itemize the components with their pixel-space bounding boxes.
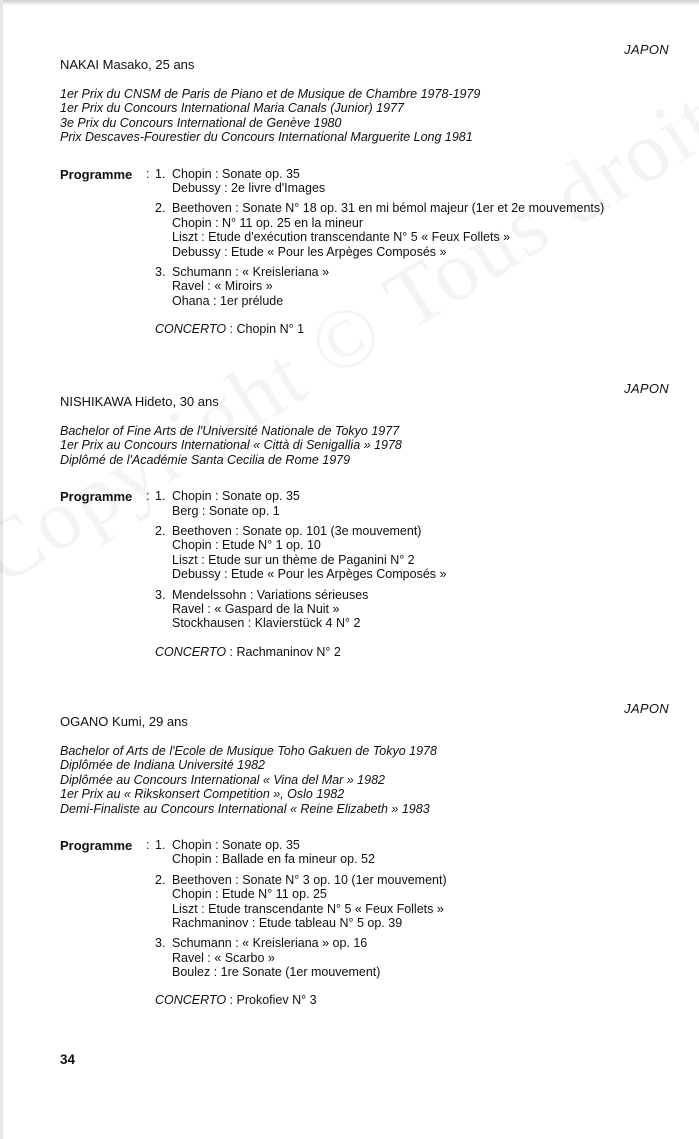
piece-line: Debussy : Etude « Pour les Arpèges Composés » bbox=[172, 567, 447, 582]
award-line: Diplômé de l'Académie Santa Cecilia de Rome 1979 bbox=[60, 452, 351, 467]
award-line: 1er Prix au « Rikskonsert Competition », Oslo 1982 bbox=[60, 787, 345, 802]
concerto-value: Prokofiev N° 3 bbox=[236, 993, 317, 1008]
concerto-line bbox=[155, 645, 675, 659]
programme-item bbox=[155, 489, 675, 518]
piece-line: Mendelssohn : Variations sérieuses bbox=[172, 587, 369, 602]
programme-label: Programme bbox=[60, 837, 133, 853]
item-number: 2. bbox=[155, 201, 166, 216]
piece-line: Ravel : « Gaspard de la Nuit » bbox=[172, 601, 340, 616]
candidate-surname: OGANO bbox=[60, 714, 109, 729]
piece-line: Beethoven : Sonate N° 3 op. 10 (1er mouvement) bbox=[172, 872, 447, 887]
item-number: 3. bbox=[155, 936, 166, 951]
candidate-name bbox=[60, 57, 675, 73]
awards-list bbox=[60, 87, 675, 145]
piece-line: Chopin : Etude N° 11 op. 25 bbox=[172, 887, 327, 902]
concerto-value: Chopin N° 1 bbox=[236, 322, 305, 337]
page-number: 34 bbox=[60, 1052, 76, 1067]
programme-colon: : bbox=[146, 489, 150, 504]
awards-list bbox=[60, 744, 675, 816]
candidate-entry bbox=[60, 714, 675, 1007]
piece-line: Chopin : Etude N° 1 op. 10 bbox=[172, 538, 321, 553]
programme-item bbox=[155, 873, 675, 931]
candidate-details: Hideto, 30 ans bbox=[131, 394, 219, 409]
piece-line: Beethoven : Sonate N° 18 op. 31 en mi bémol majeur (1er et 2e mouvements) bbox=[172, 201, 605, 216]
piece-line: Beethoven : Sonate op. 101 (3e mouvement) bbox=[172, 523, 422, 538]
programme-item bbox=[155, 524, 675, 582]
programme-section bbox=[60, 489, 675, 659]
award-line: Bachelor of Fine Arts de l'Université Nationale de Tokyo 1977 bbox=[60, 424, 400, 438]
programme-section bbox=[60, 838, 675, 1008]
candidate-details: Kumi, 29 ans bbox=[108, 714, 188, 729]
piece-line: Chopin : Sonate op. 35 bbox=[172, 489, 300, 504]
awards-list bbox=[60, 424, 675, 467]
concerto-label: CONCERTO bbox=[155, 644, 227, 659]
programme-item bbox=[155, 588, 675, 631]
programme-item bbox=[155, 265, 675, 308]
item-number: 2. bbox=[155, 523, 166, 538]
item-number: 3. bbox=[155, 587, 166, 602]
piece-line: Chopin : N° 11 op. 25 en la mineur bbox=[172, 215, 363, 230]
item-number: 3. bbox=[155, 264, 166, 279]
country-label: JAPON bbox=[624, 42, 669, 57]
programme-label: Programme bbox=[60, 489, 133, 505]
piece-line: Debussy : Etude « Pour les Arpèges Composés » bbox=[172, 244, 447, 259]
concerto-colon: : bbox=[226, 644, 237, 659]
concerto-colon: : bbox=[226, 993, 237, 1008]
concerto-line bbox=[155, 993, 675, 1007]
piece-line: Schumann : « Kreisleriana » op. 16 bbox=[172, 936, 368, 951]
piece-line: Rachmaninov : Etude tableau N° 5 op. 39 bbox=[172, 915, 403, 930]
candidate-name bbox=[60, 394, 675, 410]
piece-line: Boulez : 1re Sonate (1er mouvement) bbox=[172, 965, 381, 980]
programme-colon: : bbox=[146, 166, 150, 181]
programme-label: Programme bbox=[60, 166, 133, 182]
candidate-entry bbox=[60, 394, 675, 659]
award-line: 3e Prix du Concours International de Genève 1980 bbox=[60, 115, 342, 130]
award-line: Demi-Finaliste au Concours International « Reine Elizabeth » 1983 bbox=[60, 801, 430, 816]
piece-line: Liszt : Etude sur un thème de Paganini N° 2 bbox=[172, 552, 415, 567]
piece-line: Chopin : Sonate op. 35 bbox=[172, 837, 300, 852]
candidate-surname: NISHIKAWA bbox=[60, 394, 132, 409]
piece-line: Ohana : 1er prélude bbox=[172, 293, 284, 308]
country-label: JAPON bbox=[624, 381, 669, 396]
piece-line: Ravel : « Scarbo » bbox=[172, 950, 275, 965]
item-number: 1. bbox=[155, 166, 166, 181]
programme-item bbox=[155, 201, 675, 259]
candidate-details: Masako, 25 ans bbox=[99, 57, 195, 72]
award-line: Diplômée au Concours International « Vina del Mar » 1982 bbox=[60, 772, 385, 787]
award-line: Prix Descaves-Fourestier du Concours International Marguerite Long 1981 bbox=[60, 130, 473, 145]
piece-line: Schumann : « Kreisleriana » bbox=[172, 264, 330, 279]
piece-line: Stockhausen : Klavierstück 4 N° 2 bbox=[172, 616, 361, 631]
piece-line: Liszt : Etude d'exécution transcendante N° 5 « Feux Follets » bbox=[172, 230, 511, 245]
concerto-line bbox=[155, 322, 675, 336]
piece-line: Chopin : Ballade en fa mineur op. 52 bbox=[172, 852, 375, 867]
programme-section bbox=[60, 167, 675, 337]
candidate-entry bbox=[60, 57, 675, 336]
piece-line: Ravel : « Miroirs » bbox=[172, 279, 273, 294]
piece-line: Debussy : 2e livre d'Images bbox=[172, 180, 326, 195]
award-line: 1er Prix du CNSM de Paris de Piano et de Musique de Chambre 1978-1979 bbox=[60, 87, 481, 101]
concerto-label: CONCERTO bbox=[155, 322, 227, 337]
piece-line: Chopin : Sonate op. 35 bbox=[172, 166, 300, 181]
programme-item bbox=[155, 838, 675, 867]
item-number: 1. bbox=[155, 837, 166, 852]
award-line: 1er Prix au Concours International « Città di Senigallia » 1978 bbox=[60, 438, 402, 453]
award-line: 1er Prix du Concours International Maria Canals (Junior) 1977 bbox=[60, 101, 404, 116]
piece-line: Berg : Sonate op. 1 bbox=[172, 503, 280, 518]
award-line: Bachelor of Arts de l'Ecole de Musique Toho Gakuen de Tokyo 1978 bbox=[60, 744, 437, 758]
concerto-value: Rachmaninov N° 2 bbox=[236, 644, 341, 659]
candidate-name bbox=[60, 714, 675, 730]
programme-item bbox=[155, 936, 675, 979]
programme-item bbox=[155, 167, 675, 196]
concerto-colon: : bbox=[226, 322, 237, 337]
item-number: 1. bbox=[155, 489, 166, 504]
item-number: 2. bbox=[155, 872, 166, 887]
piece-line: Liszt : Etude transcendante N° 5 « Feux Follets » bbox=[172, 901, 444, 916]
candidate-surname: NAKAI bbox=[60, 57, 100, 72]
country-label: JAPON bbox=[624, 701, 669, 716]
concerto-label: CONCERTO bbox=[155, 993, 227, 1008]
scan-top-edge bbox=[0, 0, 699, 6]
programme-colon: : bbox=[146, 837, 150, 852]
award-line: Diplômée de Indiana Université 1982 bbox=[60, 758, 265, 773]
